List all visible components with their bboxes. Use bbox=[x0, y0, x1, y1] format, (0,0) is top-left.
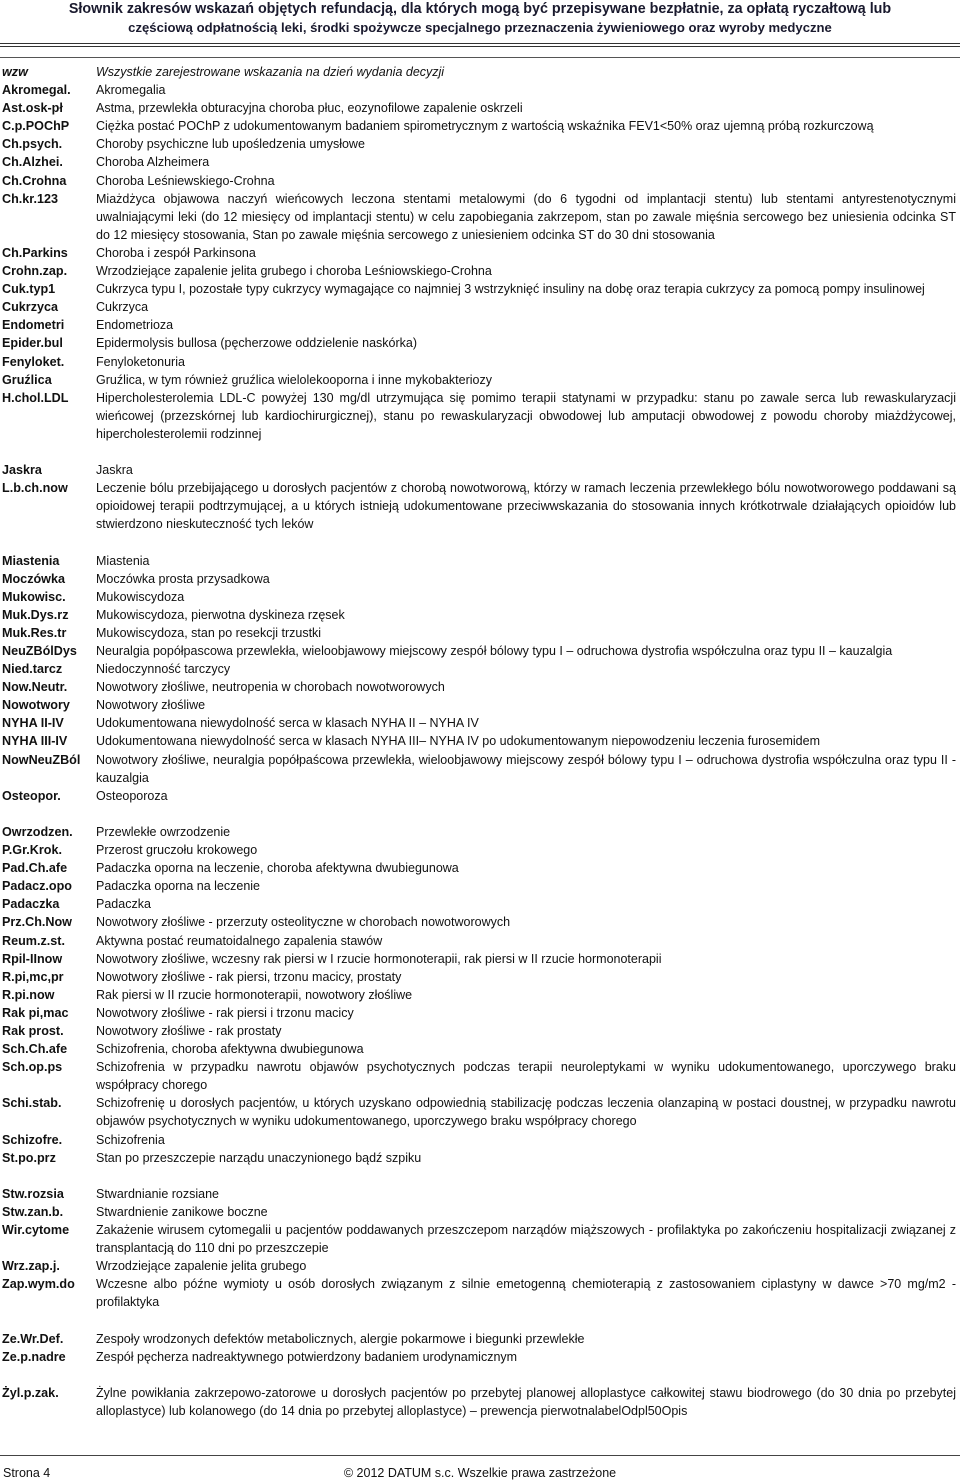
entry-abbreviation: St.po.prz bbox=[2, 1150, 56, 1165]
header-divider-bottom bbox=[0, 57, 960, 58]
glossary-entry bbox=[0, 1203, 960, 1221]
entry-abbreviation: Owrzodzen. bbox=[2, 824, 73, 839]
glossary-entry bbox=[0, 1330, 960, 1348]
glossary-entry bbox=[0, 751, 960, 787]
glossary-entry bbox=[0, 371, 960, 389]
entry-description: Stwardnienie zanikowe boczne bbox=[96, 1204, 268, 1219]
header-title-line-2: częściową odpłatnością leki, środki spożywcze specjalnego przeznaczenia żywieniowego oraz wyroby medyczne bbox=[128, 20, 832, 35]
entry-abbreviation: Rak prost. bbox=[2, 1023, 64, 1038]
entry-description: Choroby psychiczne lub upośledzenia umysłowe bbox=[96, 137, 365, 152]
entry-description: Padaczka oporna na leczenie, choroba afektywna dwubiegunowa bbox=[96, 861, 459, 876]
glossary-entry bbox=[0, 1058, 960, 1094]
glossary-entry bbox=[0, 1022, 960, 1040]
glossary-entry bbox=[0, 787, 960, 805]
entry-abbreviation: Padaczka bbox=[2, 897, 60, 912]
entry-description: Stwardnianie rozsiane bbox=[96, 1186, 219, 1201]
entry-abbreviation: L.b.ch.now bbox=[2, 481, 68, 496]
entry-description: Akromegalia bbox=[96, 83, 166, 98]
entry-description: Zespoły wrodzonych defektów metabolicznych, alergie pokarmowe i biegunki przewlekłe bbox=[96, 1331, 585, 1346]
entry-description: Padaczka bbox=[96, 897, 151, 912]
entry-abbreviation: Moczówka bbox=[2, 571, 65, 586]
glossary-entry bbox=[0, 859, 960, 877]
entry-description: Moczówka prosta przysadkowa bbox=[96, 571, 270, 586]
glossary-entry bbox=[0, 63, 960, 81]
entry-description: Nowotwory złośliwe, neuralgia popółpaścowa przewlekła, wieloobjawowy miejscowy zespół bólowy typu I – odruchowa dystrofia współczulna oraz typu II - kauzalgia bbox=[96, 752, 956, 785]
glossary-entry bbox=[0, 624, 960, 642]
glossary-entry bbox=[0, 334, 960, 352]
entry-description: Jaskra bbox=[96, 463, 133, 478]
glossary-entry bbox=[0, 262, 960, 280]
glossary-entry bbox=[0, 172, 960, 190]
entry-abbreviation: Pad.Ch.afe bbox=[2, 861, 68, 876]
entry-description: Leczenie bólu przebijającego u dorosłych pacjentów z chorobą nowotworową, którzy w ramach leczenia przewlekłego bólu nowotworowego poddawani są opioidowej terapii podtrzymującej, a u których istnieją udokumentowane przeciwwskazania do stosowania innych krótkotrwale działających opioidów lub stwierdzono nieskuteczność tych leków bbox=[96, 481, 956, 532]
entry-abbreviation: Reum.z.st. bbox=[2, 933, 65, 948]
glossary-entry bbox=[0, 1257, 960, 1275]
entry-abbreviation: Rpil-IInow bbox=[2, 951, 63, 966]
glossary-entry bbox=[0, 117, 960, 135]
entry-description: Wszystkie zarejestrowane wskazania na dzień wydania decyzji bbox=[96, 65, 445, 79]
glossary-entry bbox=[0, 1040, 960, 1058]
glossary-entry bbox=[0, 696, 960, 714]
entry-abbreviation: P.Gr.Krok. bbox=[2, 843, 62, 858]
entry-description: Miastenia bbox=[96, 553, 150, 568]
glossary-entry bbox=[0, 678, 960, 696]
entry-abbreviation: Gruźlica bbox=[2, 372, 52, 387]
entry-description: Fenyloketonuria bbox=[96, 354, 185, 369]
spacer bbox=[0, 1366, 960, 1384]
entry-description: Choroba i zespół Parkinsona bbox=[96, 245, 256, 260]
glossary-entry bbox=[0, 190, 960, 244]
entry-abbreviation: Sch.Ch.afe bbox=[2, 1042, 68, 1057]
entry-description: Neuralgia popółpascowa przewlekła, wieloobjawowy miejscowy zespół bólowy typu I – odruchowa dystrofia współczulna oraz typu II – kauzalgia bbox=[96, 644, 893, 658]
footer-divider bbox=[0, 1455, 960, 1456]
entry-abbreviation: H.chol.LDL bbox=[2, 390, 69, 405]
entry-abbreviation: Ch.kr.123 bbox=[2, 191, 59, 206]
glossary-entry bbox=[0, 1221, 960, 1257]
entry-abbreviation: Stw.rozsia bbox=[2, 1186, 64, 1201]
glossary-entry bbox=[0, 588, 960, 606]
entry-description: Schizofrenia, choroba afektywna dwubiegunowa bbox=[96, 1042, 364, 1057]
spacer bbox=[0, 805, 960, 823]
glossary-entry bbox=[0, 280, 960, 298]
entry-description: Wrzodziejące zapalenie jelita grubego bbox=[96, 1259, 307, 1274]
entry-abbreviation: Ch.Crohna bbox=[2, 173, 67, 188]
entry-abbreviation: Schizofre. bbox=[2, 1132, 63, 1147]
glossary-entry bbox=[0, 841, 960, 859]
entry-abbreviation: R.pi.now bbox=[2, 987, 55, 1002]
entry-abbreviation: Schi.stab. bbox=[2, 1096, 62, 1111]
entry-description: Nowotwory złośliwe - rak piersi i trzonu macicy bbox=[96, 1005, 354, 1020]
entry-abbreviation: Osteopor. bbox=[2, 788, 61, 803]
entry-description: Mukowiscydoza, pierwotna dyskineza rzęsek bbox=[96, 607, 345, 622]
entry-description: Mukowiscydoza bbox=[96, 589, 185, 604]
glossary-entry bbox=[0, 606, 960, 624]
entry-abbreviation: Wir.cytome bbox=[2, 1223, 70, 1237]
glossary-entry bbox=[0, 950, 960, 968]
entry-abbreviation: Nied.tarcz bbox=[2, 662, 63, 677]
entry-abbreviation: Prz.Ch.Now bbox=[2, 915, 72, 930]
entry-description: Epidermolysis bullosa (pęcherzowe oddzielenie naskórka) bbox=[96, 336, 417, 351]
entry-abbreviation: R.pi,mc,pr bbox=[2, 969, 64, 984]
entry-description: Zakażenie wirusem cytomegalii u pacjentów poddawanych przeszczepom narządów miąższowych - profilaktyka po zakończeniu hospitalizacji związanej z transplantacją do 110 dni po przeszczepie bbox=[96, 1223, 956, 1256]
entry-abbreviation: Crohn.zap. bbox=[2, 264, 68, 279]
glossary-entry bbox=[0, 1094, 960, 1130]
entry-abbreviation: Padacz.opo bbox=[2, 879, 72, 894]
entry-abbreviation: Muk.Res.tr bbox=[2, 625, 67, 640]
entry-abbreviation: Zap.wym.do bbox=[2, 1277, 75, 1292]
glossary-entry bbox=[0, 316, 960, 334]
entry-abbreviation: Cukrzyca bbox=[2, 300, 59, 315]
glossary-entry bbox=[0, 570, 960, 588]
entry-abbreviation: Rak pi,mac bbox=[2, 1005, 69, 1020]
entry-description: Cukrzyca typu I, pozostałe typy cukrzycy wymagające co najmniej 3 wstrzyknięć insuliny na dobę oraz terapia cukrzycy za pomocą pompy insulinowej bbox=[96, 282, 925, 297]
glossary-entry bbox=[0, 1384, 960, 1420]
entry-abbreviation: NowNeuZBól bbox=[2, 752, 81, 767]
entry-description: Choroba Leśniewskiego-Crohna bbox=[96, 173, 275, 188]
glossary-entry bbox=[0, 244, 960, 262]
entry-description: Schizofrenię u dorosłych pacjentów, u których uzyskano odpowiednią stabilizację podczas leczenia olanzapiną w postaci doustnej, w przypadku nawrotu objawów psychotycznych w wyniku udokumentowanego, uporczywego braku współpracy chorego bbox=[96, 1096, 956, 1129]
spacer bbox=[0, 533, 960, 551]
glossary-entry bbox=[0, 298, 960, 316]
entry-description: Stan po przeszczepie narządu unaczynionego bądź szpiku bbox=[96, 1150, 422, 1165]
glossary-entry bbox=[0, 1149, 960, 1167]
entry-description: Nowotwory złośliwe - przerzuty osteolityczne w chorobach nowotworowych bbox=[96, 915, 511, 930]
entry-description: Nowotwory złośliwe - rak piersi, trzonu macicy, prostaty bbox=[96, 969, 402, 984]
entry-description: Nowotwory złośliwe, neutropenia w chorobach nowotworowych bbox=[96, 680, 445, 695]
glossary-entry bbox=[0, 353, 960, 371]
entry-abbreviation: Ch.psych. bbox=[2, 137, 63, 152]
glossary-entry bbox=[0, 823, 960, 841]
page-number: Strona 4 bbox=[3, 1466, 51, 1480]
glossary-entry bbox=[0, 968, 960, 986]
entry-abbreviation: Cuk.typ1 bbox=[2, 282, 56, 297]
entry-abbreviation: Now.Neutr. bbox=[2, 680, 68, 695]
glossary-entry bbox=[0, 1275, 960, 1311]
header-divider-top bbox=[0, 43, 960, 44]
glossary-entry bbox=[0, 99, 960, 117]
entry-abbreviation: Ast.osk-pł bbox=[2, 101, 63, 116]
entry-description: Nowotwory złośliwe, wczesny rak piersi w I rzucie hormonoterapii, rak piersi w II rzucie hormonoterapii bbox=[96, 951, 662, 966]
entry-description: Przewlekłe owrzodzenie bbox=[96, 824, 231, 839]
glossary-entry bbox=[0, 461, 960, 479]
entry-abbreviation: Fenyloket. bbox=[2, 354, 65, 369]
entry-abbreviation: NYHA III-IV bbox=[2, 734, 68, 749]
entry-abbreviation: Miastenia bbox=[2, 553, 60, 568]
glossary-entry bbox=[0, 81, 960, 99]
glossary-entry bbox=[0, 895, 960, 913]
entry-abbreviation: C.p.POChP bbox=[2, 119, 70, 134]
entry-description: Choroba Alzheimera bbox=[96, 155, 210, 170]
entry-description: Gruźlica, w tym również gruźlica wielolekooporna i inne mykobakteriozy bbox=[96, 372, 492, 387]
glossary-entry bbox=[0, 389, 960, 443]
entry-description: Astma, przewlekła obturacyjna choroba płuc, eozynofilowe zapalenie oskrzeli bbox=[96, 101, 523, 116]
entry-abbreviation: Akromegal. bbox=[2, 83, 71, 98]
entry-description: Udokumentowana niewydolność serca w klasach NYHA III– NYHA IV po udokumentowanym niepowodzeniu leczenia furosemidem bbox=[96, 734, 820, 749]
entry-abbreviation: Jaskra bbox=[2, 463, 42, 478]
glossary-entry bbox=[0, 732, 960, 750]
glossary-entry bbox=[0, 153, 960, 171]
entry-abbreviation: Wrz.zap.j. bbox=[2, 1259, 60, 1274]
entry-description: Żylne powikłania zakrzepowo-zatorowe u dorosłych pacjentów po przebytej planowej alloplastyce całkowitej stawu biodrowego (do 30 dnia po przebytej alloplastyce) lub kolanowego (do 14 dnia po przebytej alloplastyce) – prewencja pierwotnalabelOdpl50Opis bbox=[96, 1385, 956, 1418]
glossary-entry bbox=[0, 1004, 960, 1022]
entry-description: Miażdżyca objawowa naczyń wieńcowych leczona stentami metalowymi (do 6 tygodni od implantacji stentu) lub stentami antyrestenotycznymi uwalniającymi leki (do 12 miesięcy od implantacji stentu) w celu zapobiegania zakrzepom, stan po zawale mięśnia sercowego bez uniesienia odcinka ST do 12 miesięcy stosowania, Stan po zawale mięśnia sercowego z uniesieniem odcinka ST do 30 dni stosowania bbox=[96, 191, 956, 242]
entry-abbreviation: Żyl.p.zak. bbox=[2, 1385, 59, 1400]
glossary-entry bbox=[0, 479, 960, 533]
entry-description: Wrzodziejące zapalenie jelita grubego i choroba Leśniowskiego-Crohna bbox=[96, 264, 492, 279]
entry-description: Udokumentowana niewydolność serca w klasach NYHA II – NYHA IV bbox=[96, 716, 479, 731]
entry-abbreviation: Muk.Dys.rz bbox=[2, 607, 69, 622]
glossary-entry bbox=[0, 877, 960, 895]
glossary-entry bbox=[0, 913, 960, 931]
entry-abbreviation: Mukowisc. bbox=[2, 589, 66, 604]
entry-description: Schizofrenia w przypadku nawrotu objawów psychotycznych podczas terapii neuroleptykami w wyniku udokumentowanego, uporczywego braku współpracy chorego bbox=[96, 1060, 956, 1093]
entry-abbreviation: Epider.bul bbox=[2, 336, 63, 351]
entry-description: Nowotwory złośliwe - rak prostaty bbox=[96, 1023, 282, 1038]
entry-abbreviation: Ze.p.nadre bbox=[2, 1349, 66, 1364]
entry-description: Nowotwory złośliwe bbox=[96, 698, 206, 713]
entry-abbreviation: NYHA II-IV bbox=[2, 716, 64, 731]
spacer bbox=[0, 443, 960, 461]
entry-abbreviation: NeuZBólDys bbox=[2, 644, 77, 658]
entry-description: Przerost gruczołu krokowego bbox=[96, 843, 258, 858]
entry-description: Endometrioza bbox=[96, 318, 174, 333]
header-divider-double bbox=[0, 46, 960, 47]
glossary-entry bbox=[0, 1131, 960, 1149]
glossary-entry bbox=[0, 660, 960, 678]
glossary-entry bbox=[0, 986, 960, 1004]
glossary-entry bbox=[0, 1185, 960, 1203]
entry-description: Hipercholesterolemia LDL-C powyżej 130 mg/dl utrzymująca się pomimo terapii statynami w przypadku: stanu po zawale serca lub rewaskularyzacji wieńcowej (przezskórnej lub kardiochirurgicznej), stanu po rewaskularyzacji obwodowej lub amputacji obwodowej z powodu choroby miażdżycowej, hipercholesterolemii rodzinnej bbox=[96, 390, 956, 441]
entry-description: Zespół pęcherza nadreaktywnego potwierdzony badaniem urodynamicznym bbox=[96, 1349, 518, 1364]
entry-description: Mukowiscydoza, stan po resekcji trzustki bbox=[96, 625, 322, 640]
copyright-notice: © 2012 DATUM s.c. Wszelkie prawa zastrzeżone bbox=[343, 1466, 617, 1480]
entry-abbreviation: Ze.Wr.Def. bbox=[2, 1331, 64, 1346]
glossary-entry bbox=[0, 714, 960, 732]
entry-abbreviation: Stw.zan.b. bbox=[2, 1204, 64, 1219]
entry-description: Schizofrenia bbox=[96, 1132, 165, 1147]
entry-abbreviation: Endometri bbox=[2, 318, 65, 333]
entry-description: Cukrzyca bbox=[96, 300, 149, 315]
glossary-entry bbox=[0, 642, 960, 660]
entry-description: Niedoczynność tarczycy bbox=[96, 662, 231, 677]
entry-description: Rak piersi w II rzucie hormonoterapii, nowotwory złośliwe bbox=[96, 987, 413, 1002]
glossary-entry bbox=[0, 932, 960, 950]
entry-description: Padaczka oporna na leczenie bbox=[96, 879, 261, 894]
glossary-entry bbox=[0, 552, 960, 570]
glossary-entry bbox=[0, 135, 960, 153]
entry-description: Aktywna postać reumatoidalnego zapalenia stawów bbox=[96, 933, 383, 948]
entry-description: Ciężka postać POChP z udokumentowanym badaniem spirometrycznym z wartością wskaźnika FEV1<50% oraz ujemną próbą rozkurczową bbox=[96, 119, 874, 134]
entry-abbreviation: Ch.Parkins bbox=[2, 245, 68, 260]
spacer bbox=[0, 1167, 960, 1185]
spacer bbox=[0, 1311, 960, 1329]
glossary-entry bbox=[0, 1348, 960, 1366]
glossary-list bbox=[0, 63, 960, 1420]
entry-description: Osteoporoza bbox=[96, 788, 168, 803]
entry-abbreviation: wzw bbox=[2, 65, 28, 79]
entry-abbreviation: Nowotwory bbox=[2, 698, 70, 713]
entry-description: Wczesne albo późne wymioty u osób dorosłych związanym z silnie emetogenną chemioterapią z zastosowaniem ciplastyny w dawce >70 mg/m2 - profilaktyka bbox=[96, 1277, 956, 1310]
entry-abbreviation: Sch.op.ps bbox=[2, 1060, 63, 1075]
header-title-line-1: Słownik zakresów wskazań objętych refundacją, dla których mogą być przepisywane bezpłatnie, za opłatą ryczałtową lub bbox=[68, 1, 892, 17]
entry-abbreviation: Ch.Alzhei. bbox=[2, 155, 63, 170]
